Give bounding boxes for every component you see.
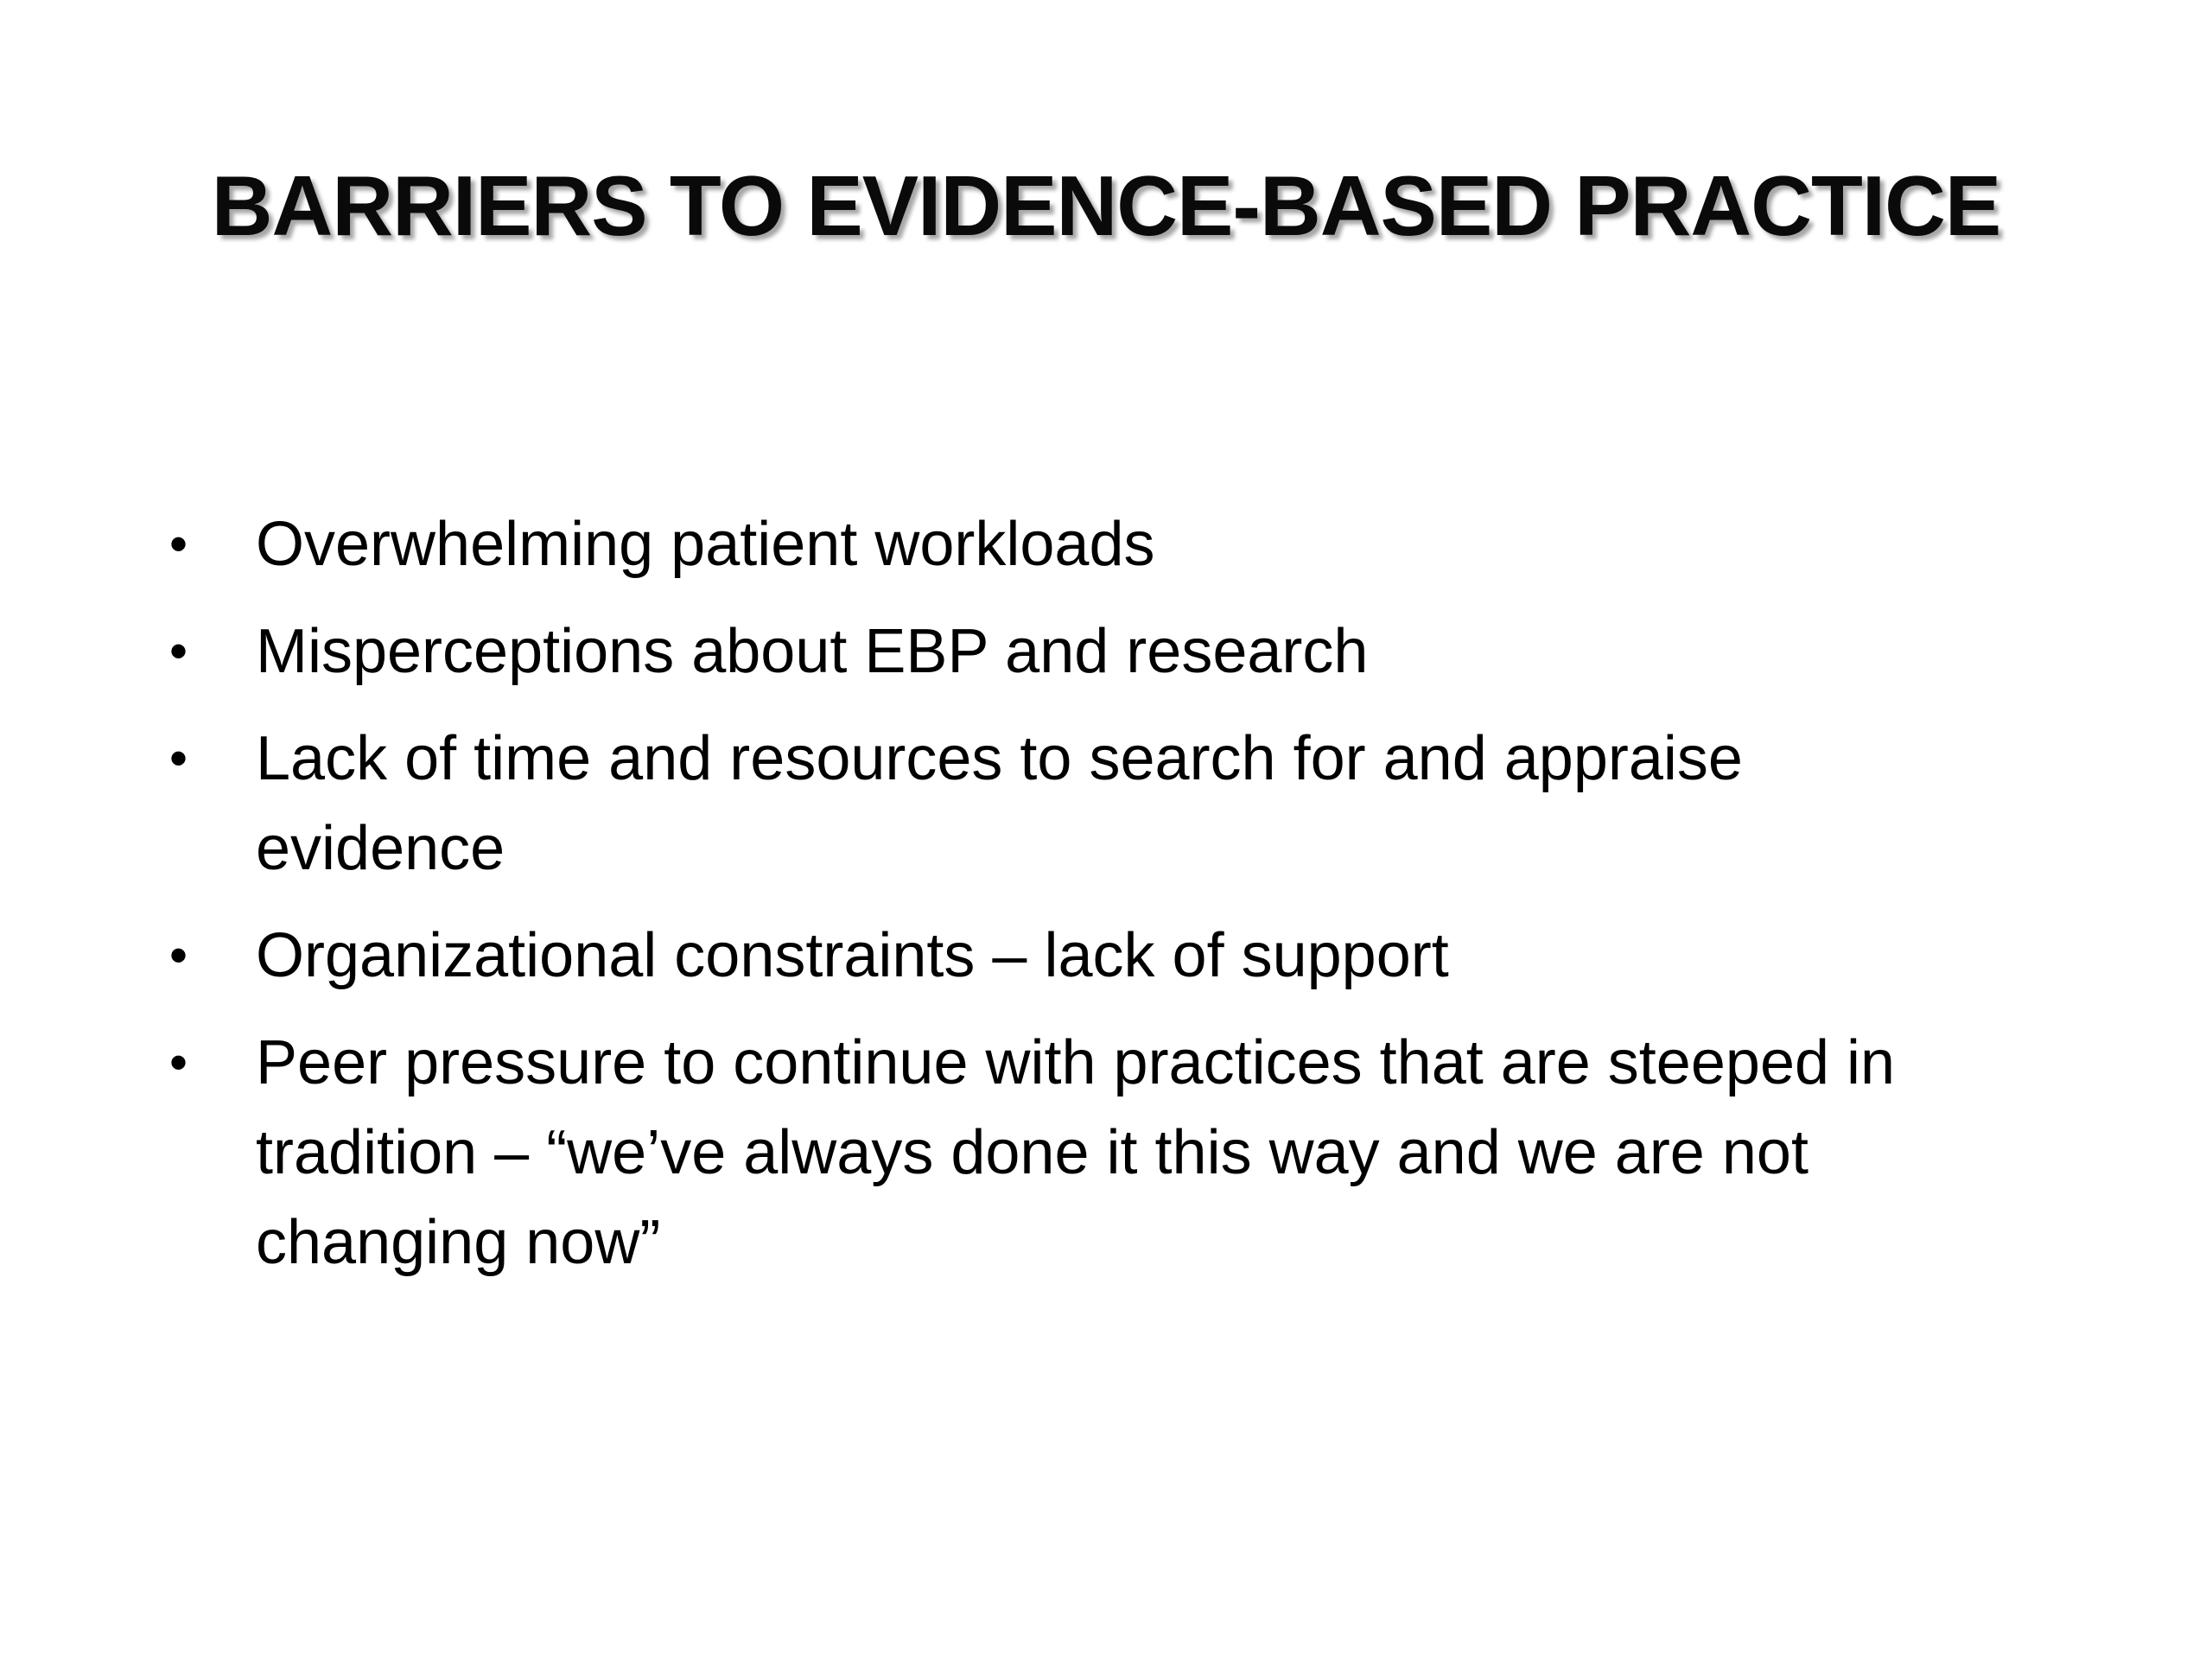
bullet-list xyxy=(164,499,1910,1305)
bullet-item xyxy=(164,607,1910,696)
bullet-text: Misperceptions about EBP and research xyxy=(256,617,1369,686)
bullet-item xyxy=(164,499,1910,589)
bullet-text: Organizational constraints – lack of support xyxy=(256,921,1449,990)
bullet-item xyxy=(164,1018,1910,1287)
bullet-point-icon: • xyxy=(169,622,188,680)
bullet-point-icon: • xyxy=(169,729,188,787)
bullet-item xyxy=(164,911,1910,1001)
bullet-text: Overwhelming patient workloads xyxy=(256,510,1155,579)
bullet-item xyxy=(164,714,1910,893)
slide-title: BARRIERS TO EVIDENCE-BASED PRACTICE xyxy=(211,158,2001,253)
bullet-text: Lack of time and resources to search for and appraise evidence xyxy=(256,724,1743,883)
bullet-point-icon: • xyxy=(169,1033,188,1091)
bullet-text: Peer pressure to continue with practices that are steeped in tradition – “we’ve always done it this way and we are not changing now” xyxy=(256,1028,1896,1277)
bullet-point-icon: • xyxy=(169,926,188,984)
bullet-point-icon: • xyxy=(169,515,188,573)
